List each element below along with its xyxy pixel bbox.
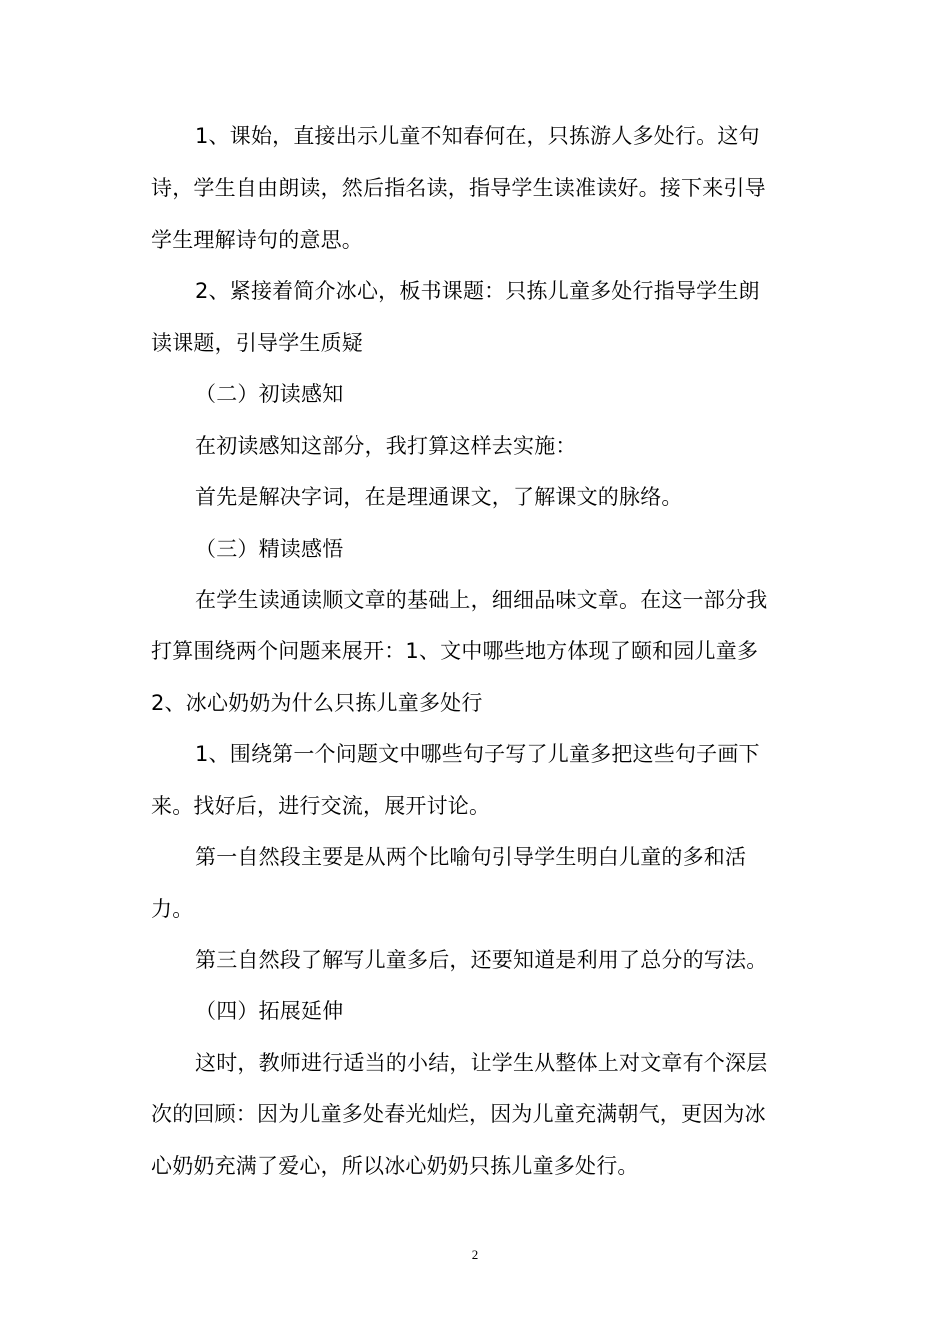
text-line: 诗，学生自由朗读，然后指名读，指导学生读准读好。接下来引导	[151, 176, 766, 200]
text-line: 打算围绕两个问题来展开：1、文中哪些地方体现了颐和园儿童多	[151, 639, 759, 663]
text-line: 在学生读通读顺文章的基础上，细细品味文章。在这一部分我	[195, 588, 768, 612]
section-heading: （三）精读感悟	[195, 537, 344, 561]
section-heading: （四）拓展延伸	[195, 999, 344, 1023]
text-line: 1、围绕第一个问题文中哪些句子写了儿童多把这些句子画下	[195, 742, 760, 766]
text-line: 第一自然段主要是从两个比喻句引导学生明白儿童的多和活	[195, 845, 747, 869]
text-line: 第三自然段了解写儿童多后，还要知道是利用了总分的写法。	[195, 948, 768, 972]
text-line: 2、紧接着简介冰心，板书课题：只拣儿童多处行指导学生朗	[195, 279, 760, 303]
text-line: 力。	[151, 897, 194, 921]
section-heading: （二）初读感知	[195, 382, 344, 406]
page-number: 2	[471, 1247, 479, 1262]
text-line: 在初读感知这部分，我打算这样去实施：	[195, 434, 577, 458]
text-line: 心奶奶充满了爱心，所以冰心奶奶只拣儿童多处行。	[151, 1154, 639, 1178]
text-line: 学生理解诗句的意思。	[151, 228, 363, 252]
text-line: 读课题，引导学生质疑	[151, 331, 363, 355]
text-line: 首先是解决字词，在是理通课文，了解课文的脉络。	[195, 485, 683, 509]
text-line: 2、冰心奶奶为什么只拣儿童多处行	[151, 691, 483, 715]
text-line: 次的回顾：因为儿童多处春光灿烂，因为儿童充满朝气，更因为冰	[151, 1102, 766, 1126]
text-line: 来。找好后，进行交流，展开讨论。	[151, 794, 491, 818]
text-line: 这时，教师进行适当的小结，让学生从整体上对文章有个深层	[195, 1051, 768, 1075]
text-line: 1、课始，直接出示儿童不知春何在，只拣游人多处行。这句	[195, 124, 760, 148]
